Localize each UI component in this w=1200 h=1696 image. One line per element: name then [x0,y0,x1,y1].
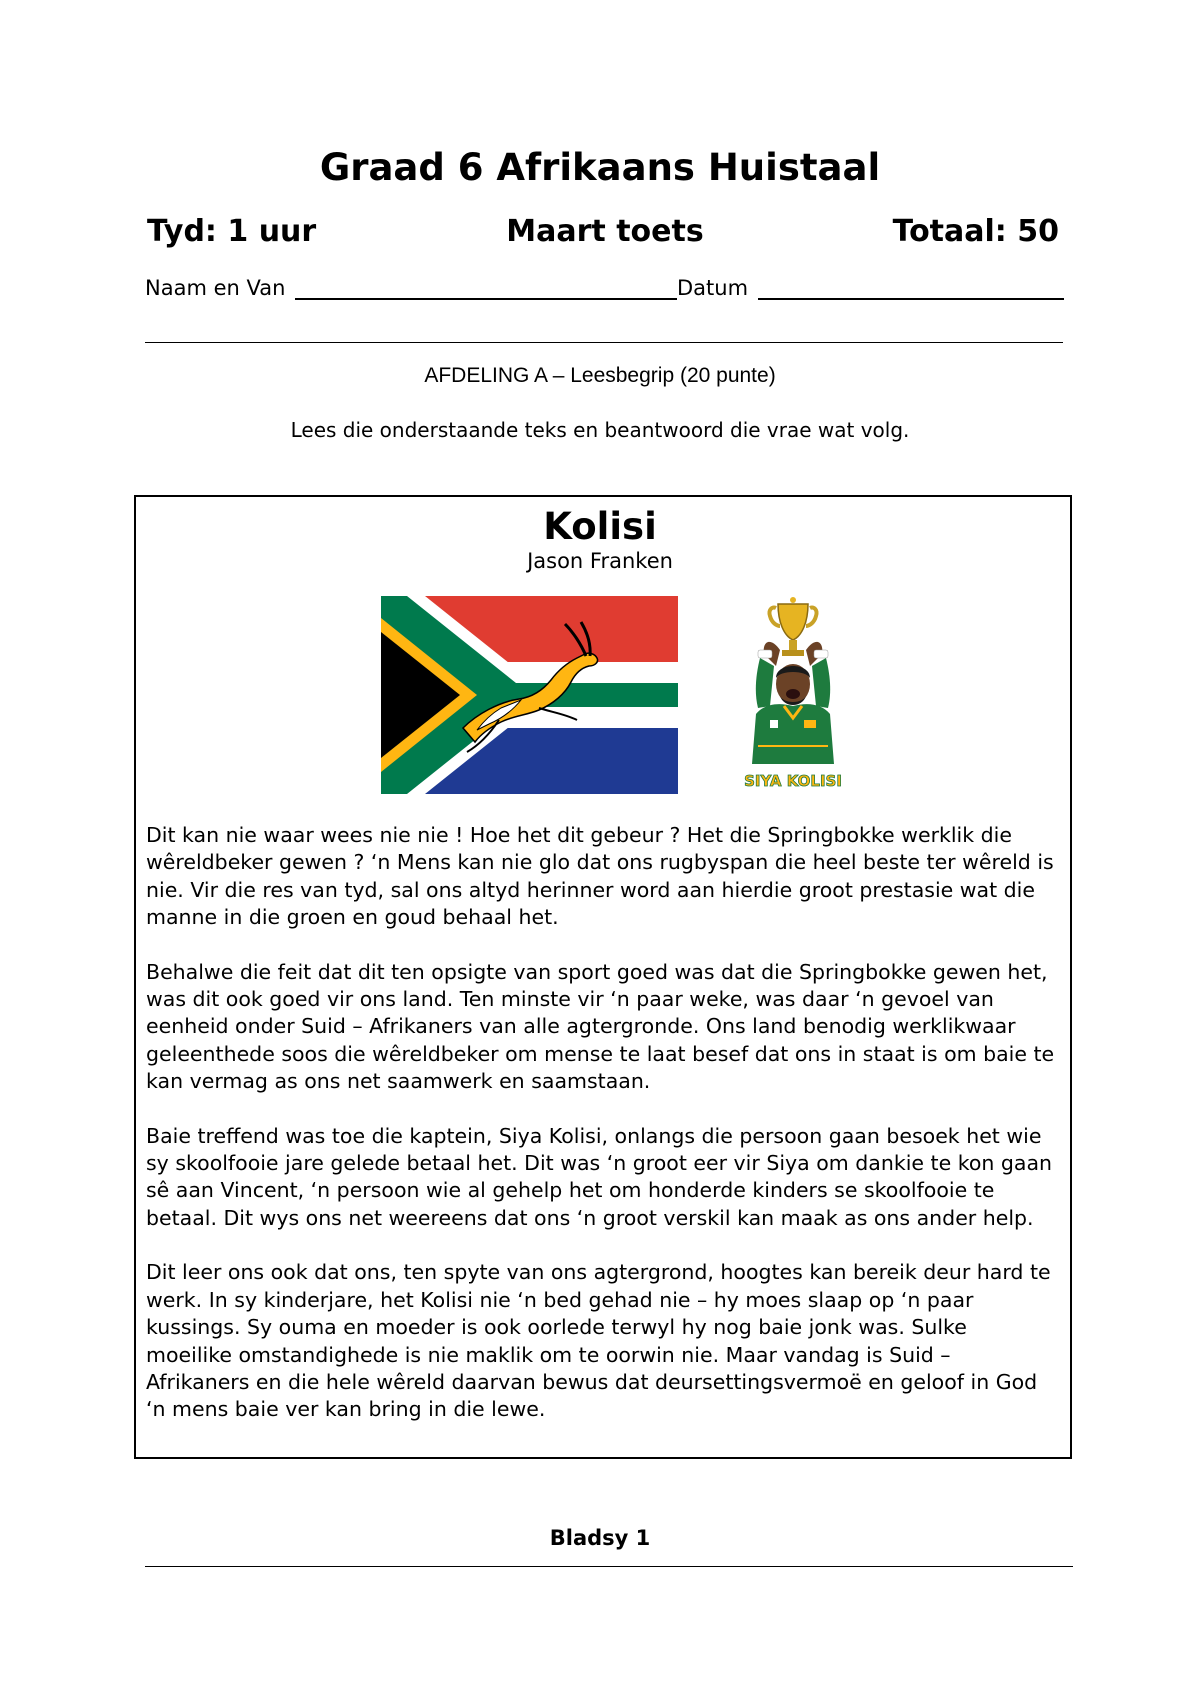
name-date-row [145,274,1065,306]
page-title: Graad 6 Afrikaans Huistaal [319,146,881,189]
date-field[interactable] [758,298,1064,300]
section-instruction: Lees die onderstaande teks en beantwoord die vrae wat volg. [290,418,910,442]
player-caption: SIYA KOLISI [744,772,842,790]
story-paragraph: Dit leer ons ook dat ons, ten spyte van ons agtergrond, hoogtes kan bereik deur hard te werk. In sy kinderjare, het Kolisi nie ‘n bed gehad nie – hy moes slaap op ‘n paar kussings. Sy ouma en moeder is ook oorlede terwyl hy nog baie jonk was. Sulke moeilike omstandighede is nie maklik om te oorwin nie. Maar vandag is Suid – Afrikaners en die hele wêreld daarvan bewus dat deursettingsvermoë en geloof in God ‘n mens baie ver kan bring in die lewe. [146,1260,1051,1422]
total-marks: Totaal: 50 [892,214,1059,249]
south-african-flag-image [381,596,678,794]
test-name: Maart toets [506,214,704,249]
time-label: Tyd: 1 uur [147,214,317,249]
siya-kolisi-illustration [728,596,858,794]
name-field[interactable] [295,298,677,300]
story-title: Kolisi [543,505,657,548]
story-paragraph: Baie treffend was toe die kaptein, Siya Kolisi, onlangs die persoon gaan besoek het wie sy skoolfooie jare gelede betaal het. Dit was ‘n groot eer vir Siya om dankie te kon gaan sê aan Vincent, ‘n persoon wie al gehelp het om honderde kinders se skoolfooie te betaal. Dit wys ons net weereens dat ons ‘n groot verskil kan maak as ons ander help. [146,1123,1053,1230]
story-paragraph: Dit kan nie waar wees nie nie ! Hoe het dit gebeur ? Het die Springbokke werklik die wêreldbeker gewen ? ‘n Mens kan nie glo dat ons rugbyspan die heel beste ter wêreld is nie. Vir die res van tyd, sal ons altyd herinner word aan hierdie groot prestasie wat die manne in die groen en goud behaal het. [146,823,1054,930]
story-paragraph: Behalwe die feit dat dit ten opsigte van sport goed was dat die Springbokke gewen het, was dit ook goed vir ons land. Ten minste vir ‘n paar weke, was daar ‘n gevoel van eenheid onder Suid – Afrikaners van alle agtergronde. Ons land benodig werklikwaar geleenthede soos die wêreldbeker om mense te laat besef dat ons in staat is om baie te kan vermag as ons net saamwerk en saamstaan. [146,959,1055,1094]
date-label: Datum [677,276,749,300]
story-body [146,822,1058,1451]
header-divider [145,342,1063,343]
section-heading: AFDELING A – Leesbegrip (20 punte) [424,364,776,387]
name-label: Naam en Van [145,276,286,300]
story-author: Jason Franken [527,549,673,573]
page-number: Bladsy 1 [549,1526,651,1550]
footer-divider [145,1566,1073,1567]
